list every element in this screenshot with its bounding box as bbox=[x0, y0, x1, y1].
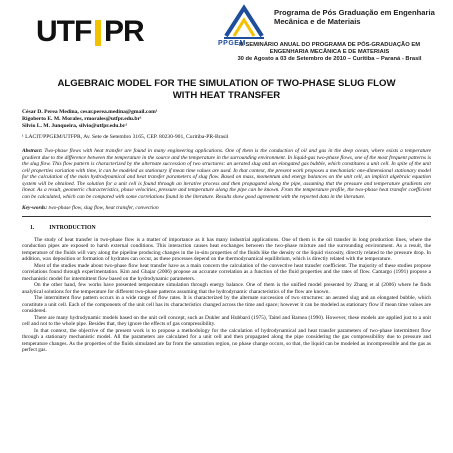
paragraph: There are many hydrodynamic models based on the unit cell concept, such as Dukler and Hubbard (1975), Taitel and Barnea (1990). However, these models are applied just to a unit cell and not to the whole pipe. Besides that, they ignore the effects of gas compressibility. bbox=[22, 314, 431, 328]
seminar-line-1: III SEMINÁRIO ANUAL DO PROGRAMA DE PÓS-GRADUAÇÃO EM bbox=[238, 42, 421, 48]
ppgem-logo-icon bbox=[222, 2, 266, 42]
section-heading bbox=[22, 225, 431, 232]
header bbox=[22, 0, 435, 70]
paragraph: On the other hand, few works have presented temperature simulation through energy balance. One of them is the unified model presented by Zhang et al (2006) where he finds analytical solutions for the temperature for different two-phase patterns assuming that the hydrodynamic characteristics of the flow are known. bbox=[22, 282, 431, 295]
body-text bbox=[22, 237, 431, 354]
abstract-text: Two-phase flows with heat transfer are found in many engineering applications. One of them is the conduction of oil and gas in the deep ocean, where exists a temperature gradient due to the difference between the temperature in the source and the temperature in the surrounding environment. In liquid-gas two-phase flows, one of the most frequent patterns is the slug flow. This flow pattern is characterized by the alternate succession of two structures: an aerated slug and an elongated gas bubble, which constitutes a unit cell. In spite of the unit cell properties variation with time, it can be modeled as stationary if mean time values are used. In that context, the present work proposes a mechanistic one-dimensional stationary model for the calculation of the main hydrodynamical and heat transfer parameters of slug flow. Based on mass, momentum and energy balances on the unit cell, an implicit algebraic equation system will be obtained. The solution for a unit cell is found through an iterative process and then propagated along the pipe, assuming that the pressure and temperature gradients are linear. As a result, geometric characteristics, phase velocities, pressure and temperature along the pipe can be known. From the temperature profile, the two-phase heat transfer coefficient can be calculated, which can be compared with some correlations found in the literature. Results show good agreement with the reported data in the literature. bbox=[22, 148, 431, 200]
seminar-info bbox=[202, 42, 453, 63]
paragraph: The intermittent flow pattern occurs in a wide range of flow rates. It is characterized by the alternate succession of two structures: an aerated slug and an elongated bubble, which constitute a unit cell. Each of the components of the unit cell has its characteristics changed across the time and space; however it can be modeled as stationary flow if mean time values are considered. bbox=[22, 295, 431, 315]
section-number: 1. bbox=[30, 224, 35, 231]
keywords-label: Key-words: bbox=[22, 205, 48, 212]
program-line-2: Mecânica e de Materiais bbox=[274, 17, 361, 26]
logo-utf-text: UTF bbox=[36, 15, 92, 48]
program-line-1: Programa de Pós Graduação em Engenharia bbox=[274, 8, 435, 17]
paragraph: The study of heat transfer in two-phase flow is a matter of importance as it has many industrial applications. One of them is the oil transfer in long production lines, where the conduction pipes are exposed to harsh external conditions. This interaction causes heat exchanges between the two-phase mixture and the surrounding environment. As a result, the temperature of the fluids will vary along the pipeline producing changes in the in-situ properties of the fluids like the density or the liquid viscosity, directly related to the pressure drop. In addition, wax deposition or formation of hydrates can occur, as these processes depend on the thermodynamical equilibrium, which is directly related with the temperature. bbox=[22, 236, 431, 263]
author-1: César D. Perea Medina, cesar.perea.medina@gmail.com¹ bbox=[22, 109, 158, 115]
program-name bbox=[274, 8, 453, 26]
abstract-label: Abstract: bbox=[22, 148, 43, 155]
seminar-line-3: 30 de Agosto a 03 de Setembro de 2010 – Curitiba – Paraná - Brasil bbox=[237, 56, 422, 62]
section-title: INTRODUCTION bbox=[49, 224, 96, 231]
keywords-text: two-phase flow, slug flow, heat transfer, convection bbox=[48, 205, 159, 212]
paragraph: In that context, the objective of the present work is to propose a methodology for the calculation of hydrodynamical and heat transfer parameters of two-phase intermittent flow through a stationary mechanistic model. All the parameters are calculated for a unit cell and then propagated along the pipe considering the gas compressibility due to pressure and temperature changes. As the properties of the fluids simulated are far from the saturation region, no phase change occurs, so that, the liquid can be modeled as incompressible and the gas as perfect gas. bbox=[22, 327, 431, 354]
seminar-line-2: ENGENHARIA MECÂNICA E DE MATERIAIS bbox=[269, 49, 390, 55]
keywords bbox=[22, 205, 431, 212]
logo-pr-text: PR bbox=[104, 15, 144, 48]
author-list bbox=[22, 109, 431, 129]
affiliation: ¹ LACIT/PPGEM/UTFPR, Av. Sete de Setembro 3165, CEP. 80230-901, Curitiba-PR-Brasil bbox=[22, 134, 229, 141]
author-3: Silvio L. M. Junqueira, silvio@utfpr.edu.br¹ bbox=[22, 122, 128, 129]
divider bbox=[22, 216, 431, 217]
paper-title: ALGEBRAIC MODEL FOR THE SIMULATION OF TWO-PHASE SLUG FLOW WITH HEAT TRANSFER bbox=[57, 78, 396, 101]
paragraph: Most of the studies made about two-phase flow heat transfer have as a main concern the calculation of the convective heat transfer coefficient. The majority of these studies propose correlations found through experimentation. Kim and Ghajar (2006) propose an accurate correlation as a function of the fluid properties and the rates of flow. Camargo (1991) propose a mechanistic model for intermittent flow based on the hydrodynamic parameters. bbox=[22, 262, 431, 282]
abstract bbox=[22, 148, 431, 200]
logo-yellow-bar bbox=[95, 20, 101, 46]
utfpr-logo bbox=[36, 14, 156, 50]
author-2: Rigoberto E. M. Morales, rmorales@utfpr.edu.br¹ bbox=[22, 115, 142, 122]
ppgem-label: PPGEM bbox=[218, 40, 246, 47]
